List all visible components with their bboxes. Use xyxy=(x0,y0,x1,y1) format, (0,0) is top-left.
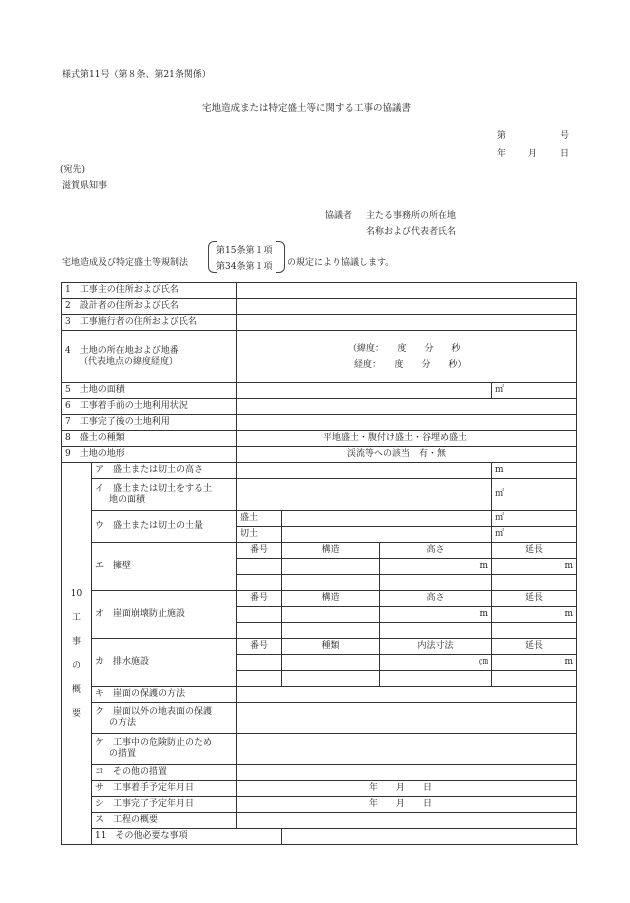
morido-volume-unit: ㎡ xyxy=(492,511,577,527)
label-hazard-prevention-line2: の措置 xyxy=(109,749,137,759)
height-unit: m xyxy=(492,463,577,479)
label-fill-area xyxy=(92,479,237,511)
wall-blank-cell[interactable] xyxy=(492,575,577,591)
label-retaining-wall: エ 擁壁 xyxy=(92,543,237,591)
row-7 xyxy=(62,415,577,431)
row-4 xyxy=(62,331,577,383)
drain-blank-cell[interactable] xyxy=(492,671,577,687)
form-number: 様式第11号（第８条、第21条関係） xyxy=(62,70,211,80)
before-use-input[interactable] xyxy=(237,399,577,415)
fill-type-options[interactable]: 平地盛土・腹付け盛土・谷埋め盛土 xyxy=(237,431,577,447)
row-10-ku xyxy=(62,703,577,734)
drain-kind-input[interactable] xyxy=(282,655,380,671)
addressee-label: (宛先) xyxy=(60,165,86,175)
section-10-number: 10 xyxy=(70,588,83,599)
height-input[interactable] xyxy=(237,463,492,479)
facility-number-input[interactable] xyxy=(237,607,282,623)
label-collapse-prevention: オ 崖面崩壊防止施設 xyxy=(92,591,237,639)
schedule-input[interactable] xyxy=(237,813,577,829)
law-clause-2: 第34条第１項 xyxy=(216,262,273,272)
label-surface-protection-line2: の方法 xyxy=(109,718,137,728)
drain-blank-cell[interactable] xyxy=(282,671,380,687)
label-surface-protection xyxy=(92,703,237,734)
drain-blank-cell[interactable] xyxy=(380,671,492,687)
law-tail: の規定により協議します。 xyxy=(287,258,395,268)
col-header-number: 番号 xyxy=(237,639,282,655)
label-fill-type: 8 盛土の種類 xyxy=(62,431,237,447)
col-header-structure: 構造 xyxy=(282,543,380,559)
other-measures-input[interactable] xyxy=(237,765,577,781)
label-morido: 盛土 xyxy=(237,511,282,527)
facility-blank-cell[interactable] xyxy=(282,623,380,639)
date-month-label: 月 xyxy=(528,149,538,159)
after-use-input[interactable] xyxy=(237,415,577,431)
applicant-office-label: 主たる事務所の所在地 xyxy=(366,211,457,221)
col-header-length: 延長 xyxy=(492,543,577,559)
doc-number-prefix: 第 xyxy=(497,131,507,141)
label-after-use: 7 工事完了後の土地利用 xyxy=(62,415,237,431)
fill-area-unit: ㎡ xyxy=(492,479,577,511)
document-title: 宅地造成または特定盛土等に関する工事の協議書 xyxy=(202,103,412,114)
label-drainage: カ 排水施設 xyxy=(92,639,237,687)
row-10-u-1 xyxy=(62,511,577,527)
doc-number-suffix: 号 xyxy=(560,131,570,141)
section-10-char: 事 xyxy=(71,636,81,647)
col-header-number: 番号 xyxy=(237,591,282,607)
label-fill-area-line1: イ 盛土または切土をする土 xyxy=(95,483,213,494)
row-2 xyxy=(62,299,577,315)
date-day-label: 日 xyxy=(560,149,570,159)
label-other-measures: コ その他の措置 xyxy=(92,765,237,781)
wall-blank-cell[interactable] xyxy=(380,575,492,591)
label-schedule: ス 工程の概要 xyxy=(92,813,237,829)
facility-blank-cell[interactable] xyxy=(237,623,282,639)
label-end-date: シ 工事完了予定年月日 xyxy=(92,797,237,813)
col-header-inner-size: 内法寸法 xyxy=(380,639,492,655)
drain-number-input[interactable] xyxy=(237,655,282,671)
row-3 xyxy=(62,315,577,331)
hazard-prevention-input[interactable] xyxy=(237,734,577,765)
applicant-label: 協議者 xyxy=(325,211,353,221)
facility-height-input[interactable]: m xyxy=(380,607,492,623)
kirido-volume-unit: ㎡ xyxy=(492,527,577,543)
date-year-label: 年 xyxy=(497,149,507,159)
facility-blank-cell[interactable] xyxy=(492,623,577,639)
row-11 xyxy=(62,829,577,845)
owner-input[interactable] xyxy=(237,283,577,299)
section-10-char: 工 xyxy=(71,612,81,623)
label-contractor: 3 工事施行者の住所および氏名 xyxy=(62,315,237,331)
col-header-length: 延長 xyxy=(492,591,577,607)
right-bracket xyxy=(276,241,285,273)
drain-length-input[interactable]: m xyxy=(492,655,577,671)
label-topography: 9 土地の地形 xyxy=(62,447,237,463)
col-header-height: 高さ xyxy=(380,543,492,559)
drain-blank-cell[interactable] xyxy=(237,671,282,687)
label-hazard-prevention xyxy=(92,734,237,765)
latitude-field: （緯度： 度 分 秒 xyxy=(348,343,461,354)
wall-structure-input[interactable] xyxy=(282,559,380,575)
area-unit: ㎡ xyxy=(492,383,577,399)
row-10-ko xyxy=(62,765,577,781)
row-10-a xyxy=(62,463,577,479)
facility-structure-input[interactable] xyxy=(282,607,380,623)
label-owner: 1 工事主の住所および氏名 xyxy=(62,283,237,299)
section-10-label xyxy=(62,463,92,845)
start-date-input[interactable]: 年 月 日 xyxy=(237,781,577,797)
other-items-input[interactable] xyxy=(282,829,577,845)
wall-number-input[interactable] xyxy=(237,559,282,575)
row-10-shi xyxy=(62,797,577,813)
label-volume: ウ 盛土または切土の土量 xyxy=(92,511,237,543)
wall-blank-cell[interactable] xyxy=(282,575,380,591)
section-10-char: 要 xyxy=(71,708,81,719)
row-10-e-header xyxy=(62,543,577,559)
location-input[interactable] xyxy=(237,331,577,383)
surface-protection-input[interactable] xyxy=(237,703,577,734)
section-10-char: 概 xyxy=(71,684,81,695)
morido-volume-input[interactable] xyxy=(282,511,492,527)
label-location-line2: （代表地点の緯度経度） xyxy=(79,356,179,367)
label-area: 5 土地の面積 xyxy=(62,383,237,399)
label-kirido: 切土 xyxy=(237,527,282,543)
end-date-input[interactable]: 年 月 日 xyxy=(237,797,577,813)
designer-input[interactable] xyxy=(237,299,577,315)
topography-options[interactable]: 渓流等への該当 有・無 xyxy=(237,447,577,463)
wall-length-input[interactable]: m xyxy=(492,559,577,575)
label-hazard-prevention-line1: ケ 工事中の危険防止のため xyxy=(95,738,213,748)
label-designer: 2 設計者の住所および氏名 xyxy=(62,299,237,315)
row-10-i xyxy=(62,479,577,511)
facility-blank-cell[interactable] xyxy=(380,623,492,639)
law-clause-1: 第15条第１項 xyxy=(216,246,273,256)
longitude-field: 経度： 度 分 秒） xyxy=(354,359,467,370)
slope-protection-input[interactable] xyxy=(237,687,577,703)
col-header-length: 延長 xyxy=(492,639,577,655)
row-10-ke xyxy=(62,734,577,765)
row-10-o-header xyxy=(62,591,577,607)
row-1 xyxy=(62,283,577,299)
wall-height-input[interactable]: m xyxy=(380,559,492,575)
col-header-structure: 構造 xyxy=(282,591,380,607)
applicant-name-label: 名称および代表者氏名 xyxy=(366,227,457,237)
drain-size-input[interactable]: ㎝ xyxy=(380,655,492,671)
facility-length-input[interactable]: m xyxy=(492,607,577,623)
label-surface-protection-line1: ク 崖面以外の地表面の保護 xyxy=(95,707,213,717)
label-before-use: 6 工事着手前の土地利用状況 xyxy=(62,399,237,415)
kirido-volume-input[interactable] xyxy=(282,527,492,543)
row-9 xyxy=(62,447,577,463)
label-location xyxy=(62,331,237,383)
label-fill-area-line2: 地の面積 xyxy=(109,494,146,505)
contractor-input[interactable] xyxy=(237,315,577,331)
fill-area-input[interactable] xyxy=(237,479,492,511)
row-5 xyxy=(62,383,577,399)
addressee: 滋賀県知事 xyxy=(62,181,108,191)
area-input[interactable] xyxy=(237,383,492,399)
col-header-number: 番号 xyxy=(237,543,282,559)
row-10-sa xyxy=(62,781,577,797)
label-location-line1: 4 土地の所在地および地番 xyxy=(65,345,179,356)
label-height: ア 盛土または切土の高さ xyxy=(92,463,237,479)
row-6 xyxy=(62,399,577,415)
col-header-height: 高さ xyxy=(380,591,492,607)
label-start-date: サ 工事着手予定年月日 xyxy=(92,781,237,797)
agreement-form-table xyxy=(61,282,577,845)
row-8 xyxy=(62,431,577,447)
row-10-su xyxy=(62,813,577,829)
section-10-char: の xyxy=(71,660,81,671)
label-other-items: 11 その他必要な事項 xyxy=(92,829,282,845)
law-name: 宅地造成及び特定盛土等規制法 xyxy=(62,258,189,268)
col-header-kind: 種類 xyxy=(282,639,380,655)
wall-blank-cell[interactable] xyxy=(237,575,282,591)
label-slope-protection: キ 崖面の保護の方法 xyxy=(92,687,237,703)
row-10-ki xyxy=(62,687,577,703)
row-10-ka-header xyxy=(62,639,577,655)
